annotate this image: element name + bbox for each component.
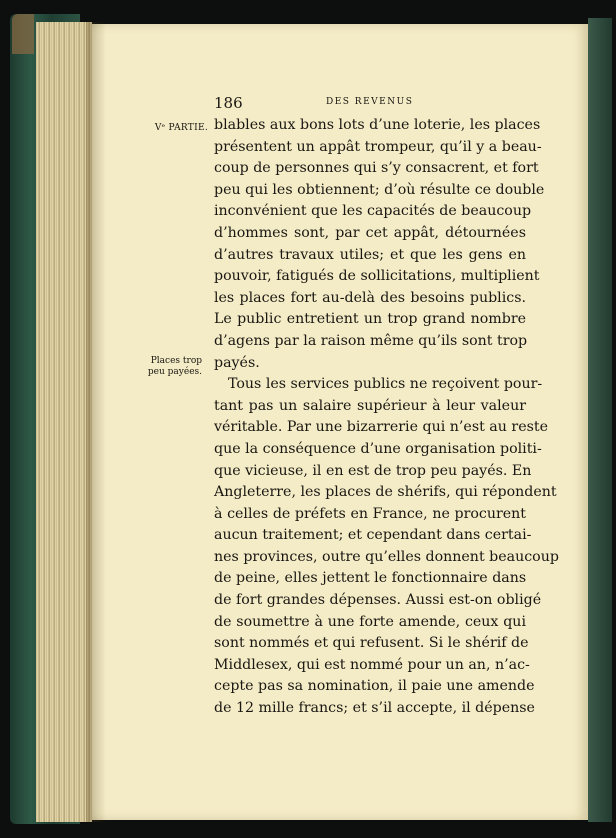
- side-note-line: peu payées.: [147, 367, 202, 377]
- text-line: coup de personnes qui s’y consacrent, et fort: [214, 160, 539, 177]
- text-line: à celles de préfets en France, ne procurent: [214, 505, 526, 522]
- text-line: aucun traitement; et cependant dans certai-: [214, 527, 532, 544]
- page-edges: [36, 22, 92, 822]
- text-line: Le public entretient un trop grand nombre: [214, 311, 526, 328]
- part-margin-note: Vᵉ PARTIE.: [154, 123, 208, 133]
- text-line: de peine, elles jettent le fonctionnaire dans: [214, 570, 527, 587]
- text-line: Middlesex, qui est nommé pour un an, n’ac-: [214, 656, 530, 673]
- text-line: d’agens par la raison même qu’ils sont trop: [214, 332, 528, 349]
- text-line: que la conséquence d’une organisation politi-: [214, 440, 542, 457]
- body-text: [214, 115, 559, 720]
- spine-shadow: [86, 22, 106, 822]
- text-line: blables aux bons lots d’une loterie, les places: [214, 117, 541, 133]
- text-line: tant pas un salaire supérieur à leur valeur: [214, 397, 526, 414]
- right-cover-strip: [588, 18, 612, 822]
- text-line: d’autres travaux utiles; et que les gens en: [214, 246, 526, 263]
- page-number: 186: [214, 94, 243, 112]
- text-line: sont nommés et qui refusent. Si le shérif de: [214, 635, 529, 652]
- text-line: Tous les services publics ne reçoivent pour-: [228, 376, 543, 393]
- cover-corner: [12, 14, 34, 54]
- text-line: inconvénient que les capacités de beaucoup: [214, 203, 532, 220]
- text-line: cepte pas sa nomination, il paie une amende: [214, 678, 535, 695]
- text-line: les places fort au-delà des besoins publics.: [214, 289, 526, 306]
- text-line: véritable. Par une bizarrerie qui n’est au reste: [214, 419, 548, 436]
- text-line: de 12 mille francs; et s’il accepte, il dépense: [214, 700, 535, 717]
- text-line: d’hommes sont, par cet appât, détournées: [214, 224, 526, 241]
- page-header: [214, 94, 526, 112]
- text-line: peu qui les obtiennent; d’où résulte ce double: [214, 181, 545, 198]
- text-line: présentent un appât trompeur, qu’il y a beau-: [214, 138, 542, 155]
- text-line: payés.: [214, 354, 260, 371]
- text-line: nes provinces, outre qu’elles donnent beaucoup: [214, 548, 559, 565]
- text-line: pouvoir, fatigués de sollicitations, multiplient: [214, 268, 540, 285]
- text-line: de fort grandes dépenses. Aussi est-on obligé: [214, 592, 542, 609]
- side-note-line: Places trop: [150, 356, 202, 366]
- text-line: de soumettre à une forte amende, ceux qui: [214, 613, 526, 630]
- text-line: que vicieuse, il en est de trop peu payés. En: [214, 462, 532, 479]
- side-note: [130, 356, 202, 378]
- text-line: Angleterre, les places de shérifs, qui répondent: [214, 484, 557, 501]
- running-head: DES REVENUS: [326, 97, 414, 107]
